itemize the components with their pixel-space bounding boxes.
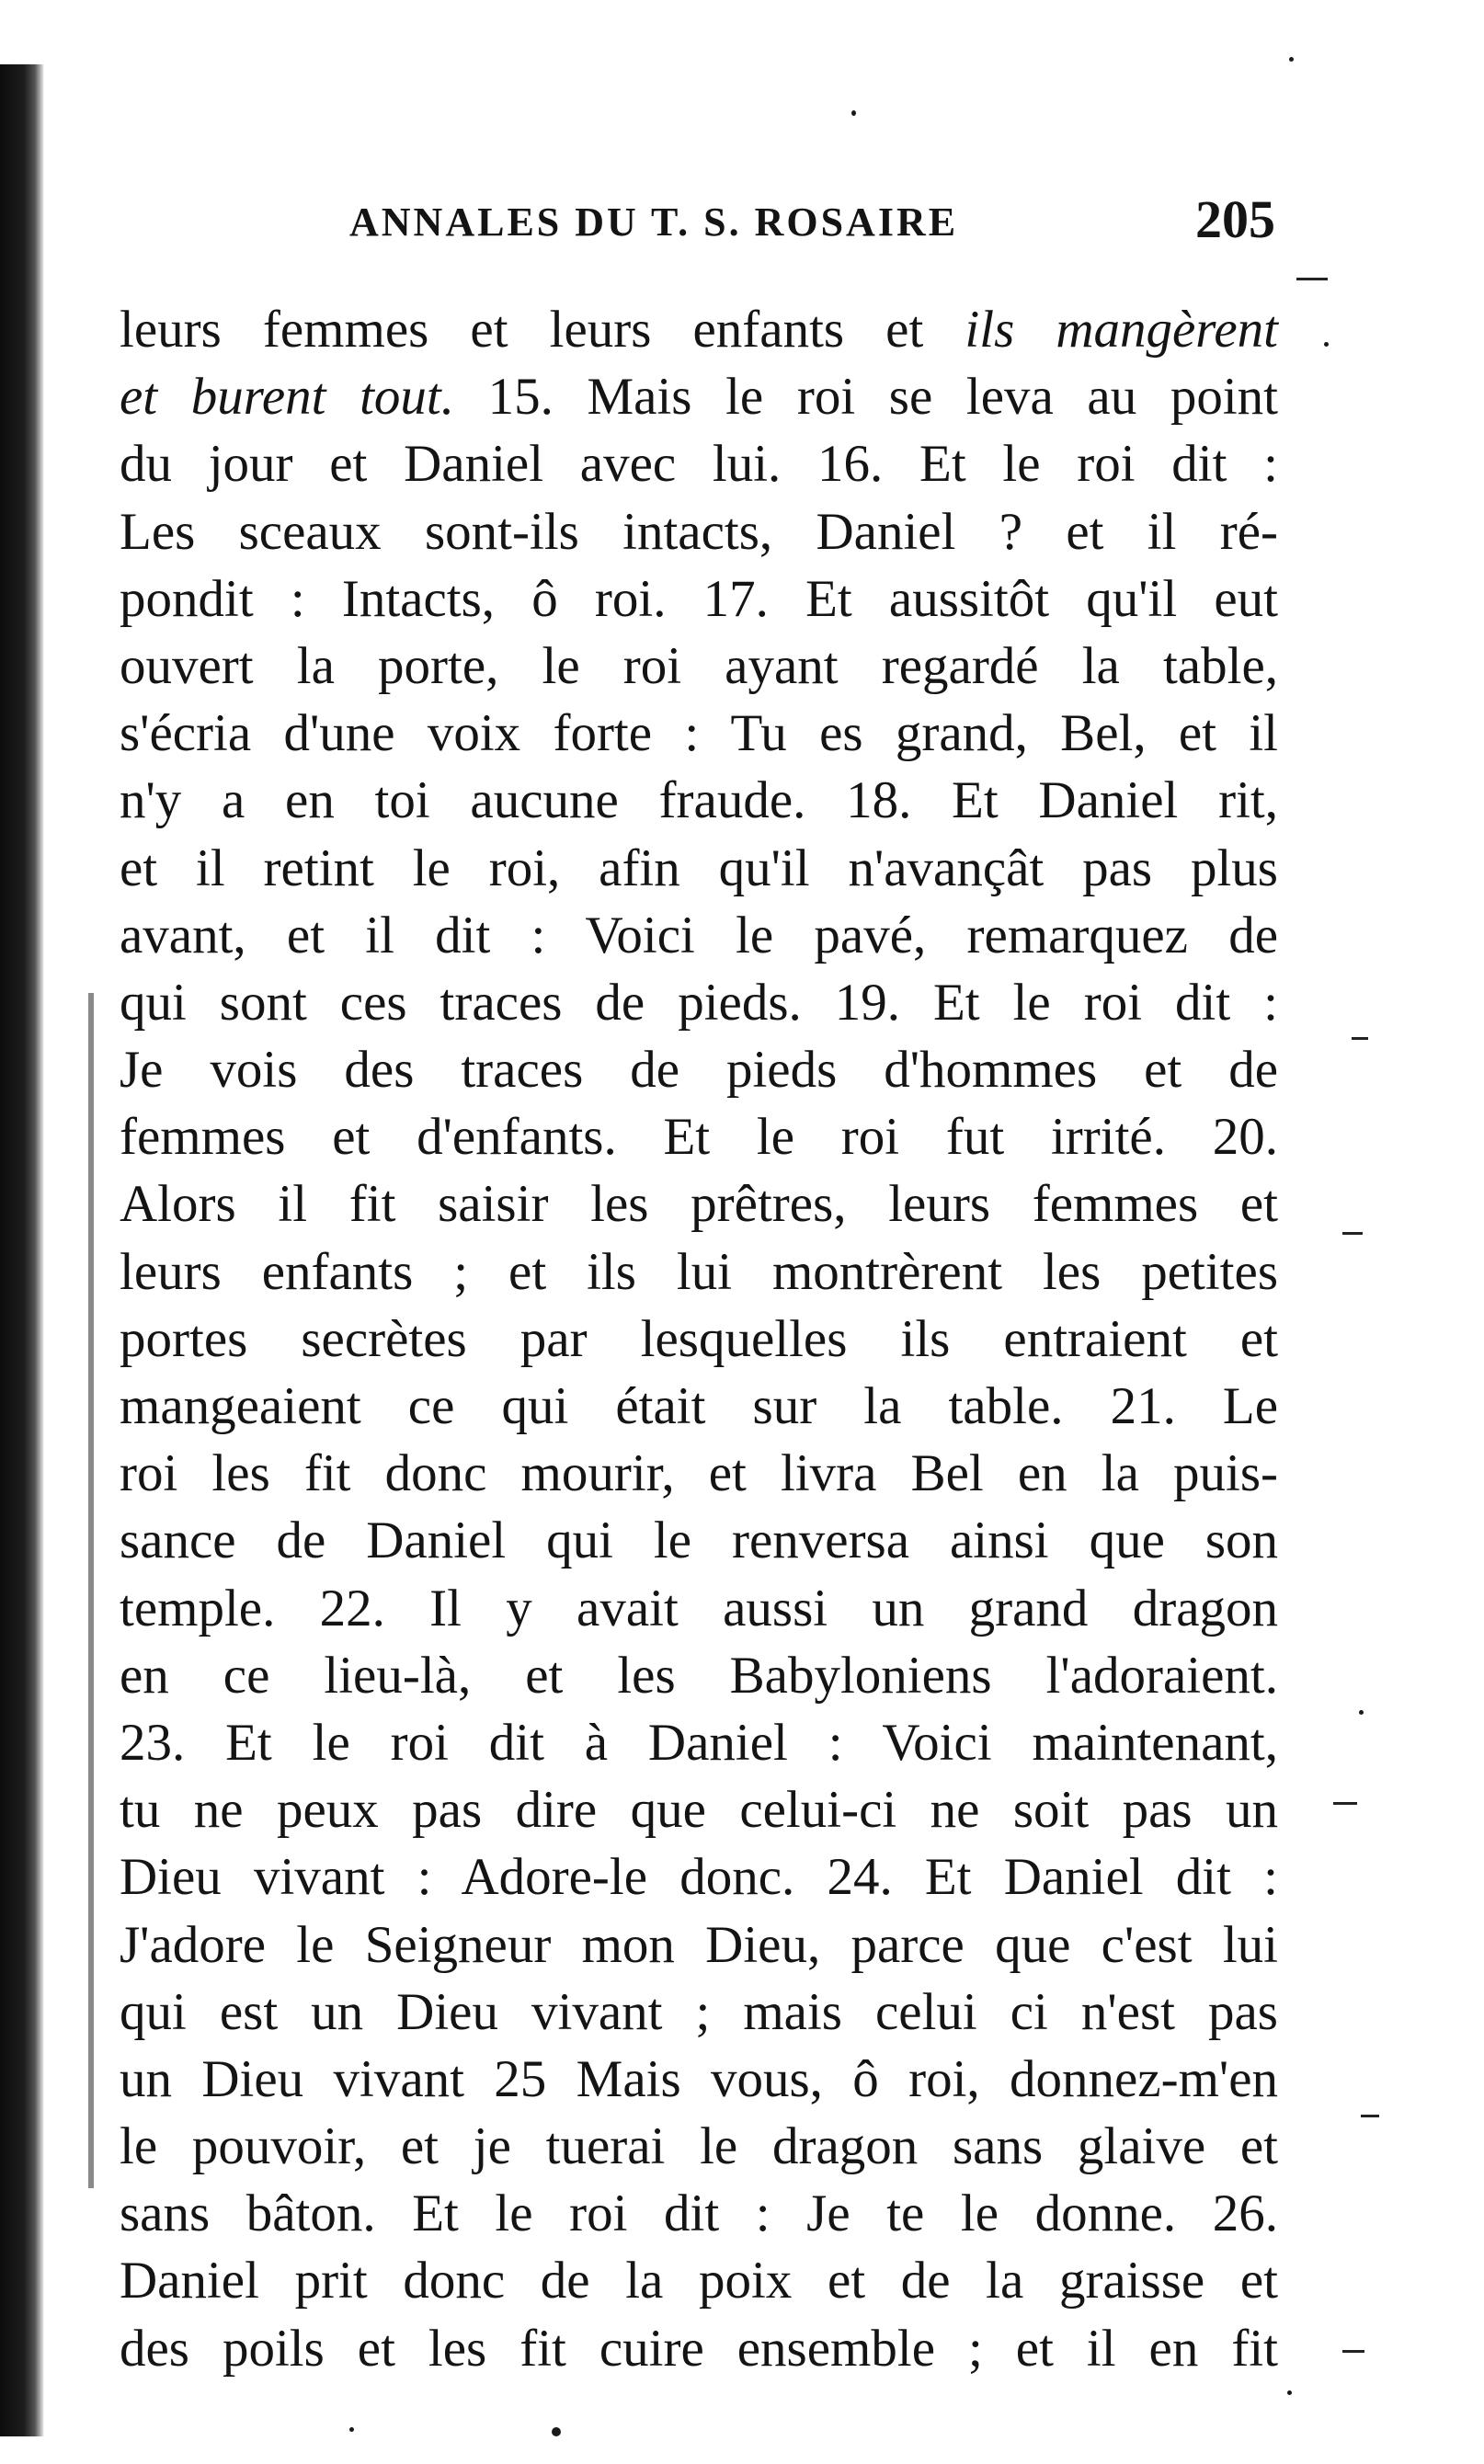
- scan-speck: [1289, 57, 1294, 62]
- scan-mark: [1342, 1232, 1363, 1235]
- page-number: 205: [1195, 189, 1275, 249]
- scan-speck: [1359, 1710, 1364, 1715]
- scan-speck: [851, 110, 856, 116]
- text-line: roi les fit donc mourir, et livra Bel en la puis-: [120, 1444, 1278, 1503]
- text-line: mangeaient ce qui était sur la table. 21. Le: [120, 1377, 1278, 1435]
- text-line: du jour et Daniel avec lui. 16. Et le roi dit :: [120, 435, 1278, 494]
- body-text: [120, 296, 1278, 2382]
- text-line: ouvert la porte, le roi ayant regardé la table,: [120, 636, 1278, 695]
- text-line: leurs enfants ; et ils lui montrèrent les petites: [120, 1242, 1278, 1301]
- text-line: femmes et d'enfants. Et le roi fut irrité. 20.: [120, 1108, 1278, 1167]
- text-line: qui sont ces traces de pieds. 19. Et le roi dit :: [120, 973, 1278, 1032]
- text-line: un Dieu vivant 25 Mais vous, ô roi, donnez-m'en: [120, 2049, 1278, 2108]
- text-line: sans bâton. Et le roi dit : Je te le donne. 26.: [120, 2185, 1278, 2243]
- scan-mark: [1361, 2115, 1379, 2117]
- text-line: en ce lieu-là, et les Babyloniens l'adoraient.: [120, 1646, 1278, 1705]
- text-line: temple. 22. Il y avait aussi un grand dragon: [120, 1579, 1278, 1637]
- scan-speck: [552, 2427, 561, 2436]
- binding-shadow: [0, 64, 44, 2436]
- text-line: Je vois des traces de pieds d'hommes et de: [120, 1041, 1278, 1100]
- text-line: avant, et il dit : Voici le pavé, remarquez de: [120, 906, 1278, 964]
- text-line: Daniel prit donc de la poix et de la graisse et: [120, 2252, 1278, 2310]
- text-line: tu ne peux pas dire que celui-ci ne soit pas un: [120, 1781, 1278, 1840]
- text-line: et il retint le roi, afin qu'il n'avançât pas plus: [120, 838, 1278, 897]
- text-line: n'y a en toi aucune fraude. 18. Et Daniel rit,: [120, 771, 1278, 830]
- text-line: Les sceaux sont-ils intacts, Daniel ? et il ré-: [120, 502, 1278, 561]
- scan-mark: [1333, 1802, 1357, 1805]
- text-line: sance de Daniel qui le renversa ainsi que son: [120, 1511, 1278, 1570]
- text-line: des poils et les fit cuire ensemble ; et il en fit: [120, 2319, 1278, 2378]
- text-line: J'adore le Seigneur mon Dieu, parce que c'est lui: [120, 1915, 1278, 1974]
- margin-rule: [88, 993, 94, 2188]
- text-line: s'écria d'une voix forte : Tu es grand, Bel, et il: [120, 704, 1278, 763]
- scan-speck: [349, 2427, 354, 2432]
- text-line: pondit : Intacts, ô roi. 17. Et aussitôt qu'il eut: [120, 569, 1278, 628]
- running-title: ANNALES DU T. S. ROSAIRE: [349, 200, 959, 245]
- text-line: et burent tout. 15. Mais le roi se leva au point: [120, 368, 1279, 427]
- text-line: le pouvoir, et je tuerai le dragon sans glaive et: [120, 2117, 1278, 2176]
- scan-speck: [1324, 342, 1329, 347]
- text-line: Alors il fit saisir les prêtres, leurs femmes et: [120, 1175, 1278, 1234]
- scan-mark: [1352, 1037, 1368, 1040]
- text-line: Dieu vivant : Adore-le donc. 24. Et Daniel dit :: [120, 1848, 1278, 1907]
- text-line: qui est un Dieu vivant ; mais celui ci n'est pas: [120, 1982, 1278, 2041]
- scan-mark: [1342, 2350, 1364, 2353]
- text-line: 23. Et le roi dit à Daniel : Voici maintenant,: [120, 1713, 1278, 1772]
- text-line: leurs femmes et leurs enfants et ils mangèrent: [120, 301, 1278, 359]
- scan-mark: [1296, 278, 1328, 280]
- text-line: portes secrètes par lesquelles ils entraient et: [120, 1309, 1278, 1368]
- scan-speck: [1287, 2390, 1292, 2395]
